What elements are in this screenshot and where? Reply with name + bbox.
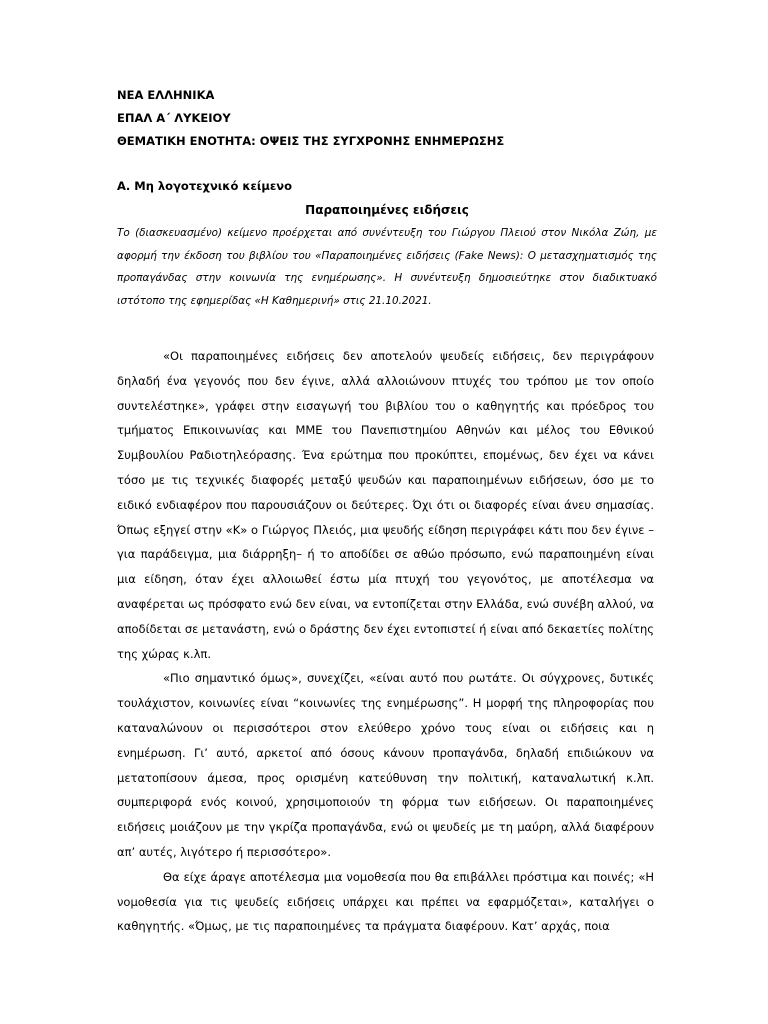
spacer xyxy=(117,153,657,175)
article-title: Παραποιημένες ειδήσεις xyxy=(305,203,469,217)
class-line: ΕΠΑΛ Α΄ ΛΥΚΕΙΟΥ xyxy=(117,111,231,125)
paragraph-3: Θα είχε άραγε αποτέλεσμα μια νομοθεσία που θα επιβάλλει πρόστιμα και ποινές; «Η νομοθεσία για τις ψευδείς ειδήσεις υπάρχει και πρέπει να εφαρμόζεται», καταλήγει ο καθηγητής. «Όμως, με τις παραποιημένες τα πράγματα διαφέρουν. Κατ’ αρχάς, ποια xyxy=(117,869,654,934)
section-heading: Α. Μη λογοτεχνικό κείμενο xyxy=(117,179,293,193)
subject-line: ΝΕΑ ΕΛΛΗΝΙΚΑ xyxy=(117,88,215,102)
document-header xyxy=(117,84,657,312)
source-note: Το (διασκευασμένο) κείμενο προέρχεται από συνέντευξη του Γιώργου Πλειού στον Νικόλα Ζώη, με αφορμή την έκδοση του βιβλίου του «Παραποιημένες ειδήσεις (Fake News): Ο μετασχηματισμός της προπαγάνδας στην κοινωνία της ενημέρωσης». Η συνέντευξη δημοσιεύτηκε στον διαδικτυακό ιστότοπο της εφημερίδας «Η Καθημερινή» στις 21.10.2021. xyxy=(117,227,657,307)
theme-line: ΘΕΜΑΤΙΚΗ ΕΝΟΤΗΤΑ: ΟΨΕΙΣ ΤΗΣ ΣΥΓΧΡΟΝΗΣ ΕΝΗΜΕΡΩΣΗΣ xyxy=(117,134,505,148)
article-body xyxy=(117,344,654,939)
paragraph-1: «Οι παραποιημένες ειδήσεις δεν αποτελούν ψευδείς ειδήσεις, δεν περιγράφουν δηλαδή ένα γεγονός που δεν έγινε, αλλά αλλοιώνουν πτυχές του τρόπου με τον οποίο συντελέστηκε», γράφει στην εισαγωγή του βιβλίου του ο καθηγητής και πρόεδρος του τμήματος Επικοινωνίας και ΜΜΕ του Πανεπιστημίου Αθηνών και μέλος του Εθνικού Συμβουλίου Ραδιοτηλεόρασης. Ένα ερώτημα που προκύπτει, επομένως, δεν έχει να κάνει τόσο με τις τεχνικές διαφορές μεταξύ ψευδών και παραποιημένων ειδήσεων, όσο με το ειδικό ενδιαφέρον που παρουσιάζουν οι δεύτερες. Όχι ότι οι διαφορές είναι άνευ σημασίας. Όπως εξηγεί στην «Κ» ο Γιώργος Πλειός, μια ψευδής είδηση περιγράφει κάτι που δεν έγινε –για παράδειγμα, μια διάρρηξη– ή το αποδίδει σε αθώο πρόσωπο, ενώ παραποιημένη είναι μια είδηση, όταν έχει αλλοιωθεί έστω μία πτυχή του γεγονότος, με αποτέλεσμα να αναφέρεται ως πρόσφατο ενώ δεν είναι, να εντοπίζεται στην Ελλάδα, ενώ συνέβη αλλού, να αποδίδεται σε μετανάστη, ενώ ο δράστης δεν έχει εντοπιστεί ή είναι από δεκαετίες πολίτης της χώρας κ.λπ. xyxy=(117,349,654,661)
paragraph-2: «Πιο σημαντικό όμως», συνεχίζει, «είναι αυτό που ρωτάτε. Οι σύγχρονες, δυτικές τουλάχιστον, κοινωνίες είναι “κοινωνίες της ενημέρωσης”. Η μορφή της πληροφορίας που καταναλώνουν οι περισσότεροι στον ελεύθερο χρόνο τους είναι οι ειδήσεις και η ενημέρωση. Γι’ αυτό, αρκετοί από όσους κάνουν προπαγάνδα, δηλαδή επιδιώκουν να μετατοπίσουν άμεσα, προς ορισμένη κατεύθυνση την πολιτική, καταναλωτική κ.λπ. συμπεριφορά ενός κοινού, χρησιμοποιούν τη φόρμα των ειδήσεων. Οι παραποιημένες ειδήσεις μοιάζουν με την γκρίζα προπαγάνδα, ενώ οι ψευδείς με τη μαύρη, αλλά διαφέρουν απ’ αυτές, λιγότερο ή περισσότερο». xyxy=(117,671,654,859)
